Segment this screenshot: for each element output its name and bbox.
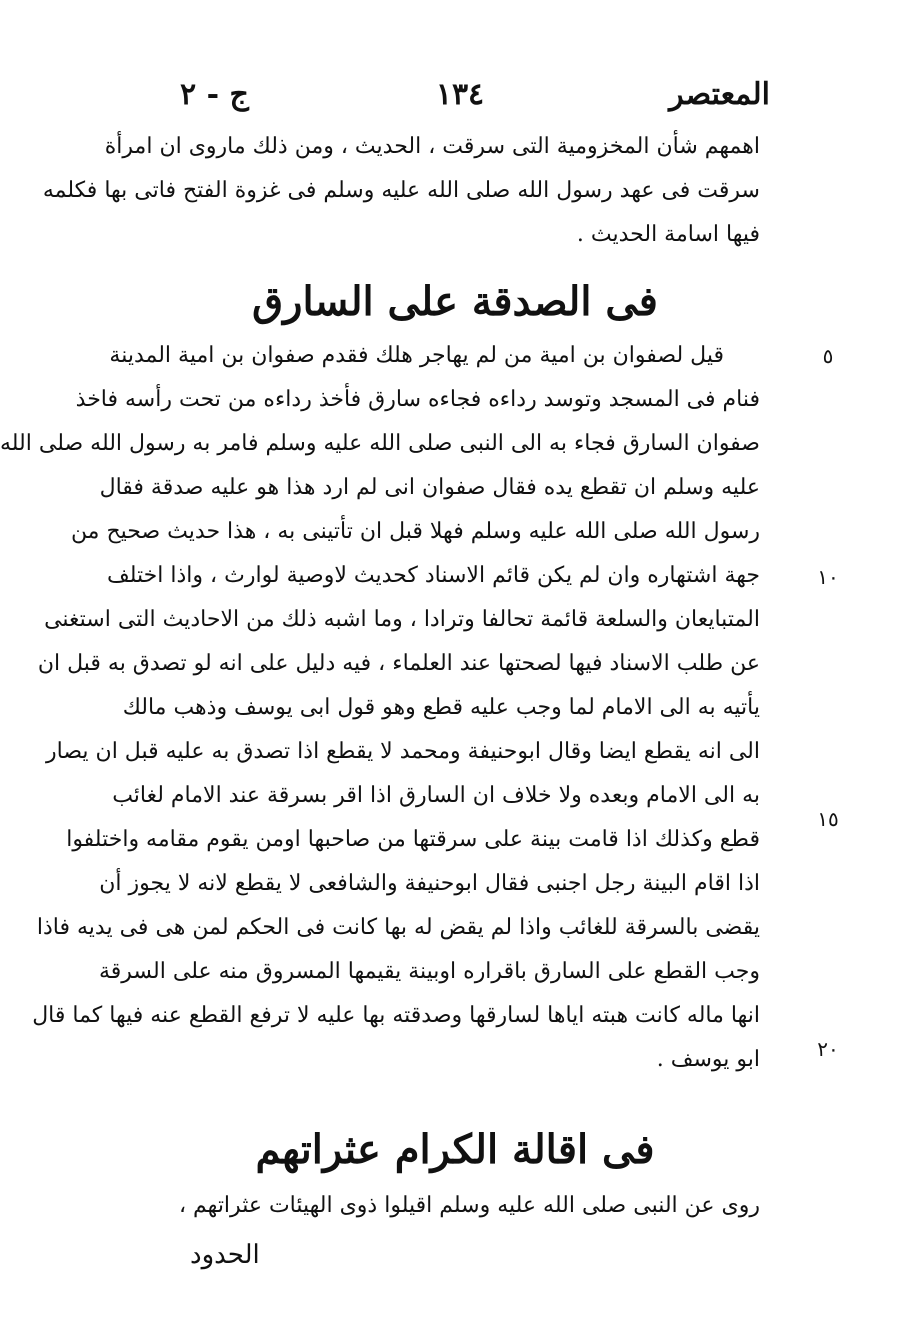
text-line: فيها اسامة الحديث .	[576, 222, 760, 247]
line-number: ١٥	[817, 807, 839, 831]
text-line: اهمهم شأن المخزومية التى سرقت ، الحديث ، ومن ذلك ماروى ان امرأة	[104, 134, 760, 159]
book-title: المعتصر	[669, 77, 770, 112]
volume-label: ج - ٢	[180, 77, 249, 112]
running-header	[150, 70, 770, 120]
section-heading: فى الصدقة على السارق	[252, 278, 658, 325]
line-number: ٥	[822, 344, 834, 368]
text-line: قيل لصفوان بن امية من لم يهاجر هلك فقدم صفوان بن امية المدينة	[109, 343, 724, 368]
text-line: ابو يوسف .	[656, 1047, 760, 1072]
text-line: يقضى بالسرقة للغائب واذا لم يقض له بها كانت فى الحكم لمن هى فى يديه فاذا	[36, 915, 760, 940]
text-line: وجب القطع على السارق باقراره اوبينة يقيمها المسروق منه على السرقة	[98, 959, 760, 984]
text-line: روى عن النبى صلى الله عليه وسلم اقيلوا ذوى الهيئات عثراتهم ،	[178, 1193, 760, 1218]
text-line: رسول الله صلى الله عليه وسلم فهلا قبل ان تأتينى به ، هذا حديث صحيح من	[70, 519, 760, 544]
text-line: قطع وكذلك اذا قامت بينة على سرقتها من صاحبها اومن يقوم مقامه واختلفوا	[66, 827, 760, 852]
catchword: الحدود	[190, 1240, 260, 1270]
section-paragraph	[0, 334, 760, 1082]
text-line: اذا اقام البينة رجل اجنبى فقال ابوحنيفة والشافعى لا يقطع لانه لا يجوز أن	[99, 871, 760, 896]
intro-paragraph	[42, 125, 760, 257]
line-number: ٢٠	[817, 1037, 839, 1061]
text-line: المتبايعان والسلعة قائمة تحالفا وترادا ، وما اشبه ذلك من الاحاديث التى استغنى	[44, 607, 760, 632]
page-number: ١٣٤	[435, 77, 485, 112]
text-line: سرقت فى عهد رسول الله صلى الله عليه وسلم فى غزوة الفتح فاتى بها فكلمه	[42, 178, 760, 203]
text-line: صفوان السارق فجاء به الى النبى صلى الله عليه وسلم فامر به رسول الله صلى الله	[0, 431, 760, 456]
text-line: عليه وسلم ان تقطع يده فقال صفوان انى لم ارد هذا هو عليه صدقة فقال	[99, 475, 760, 500]
text-line: عن طلب الاسناد فيها لصحتها عند العلماء ، فيه دليل على انه لو تصدق به قبل ان	[37, 651, 760, 676]
text-line: به الى الامام وبعده ولا خلاف ان السارق اذا اقر بسرقة عند الامام لغائب	[112, 783, 760, 808]
text-line: جهة اشتهاره وان لم يكن قائم الاسناد كحديث لاوصية لوارث ، واذا اختلف	[106, 563, 760, 588]
text-line: انها ماله كانت هبته اياها لسارقها وصدقته بها عليه لا ترفع القطع عنه فيها كما قال	[32, 1003, 760, 1028]
line-number: ١٠	[817, 565, 839, 589]
text-line: الى انه يقطع ايضا وقال ابوحنيفة ومحمد لا يقطع اذا تصدق به عليه قبل ان يصار	[46, 739, 760, 764]
section-paragraph	[150, 1184, 760, 1228]
text-line: فنام فى المسجد وتوسد رداءه فجاءه سارق فأخذ رداءه من تحت رأسه فاخذ	[75, 387, 760, 412]
section-heading: فى اقالة الكرام عثراتهم	[255, 1126, 655, 1173]
text-line: يأتيه به الى الامام لما وجب عليه قطع وهو قول ابى يوسف وذهب مالك	[122, 695, 760, 720]
